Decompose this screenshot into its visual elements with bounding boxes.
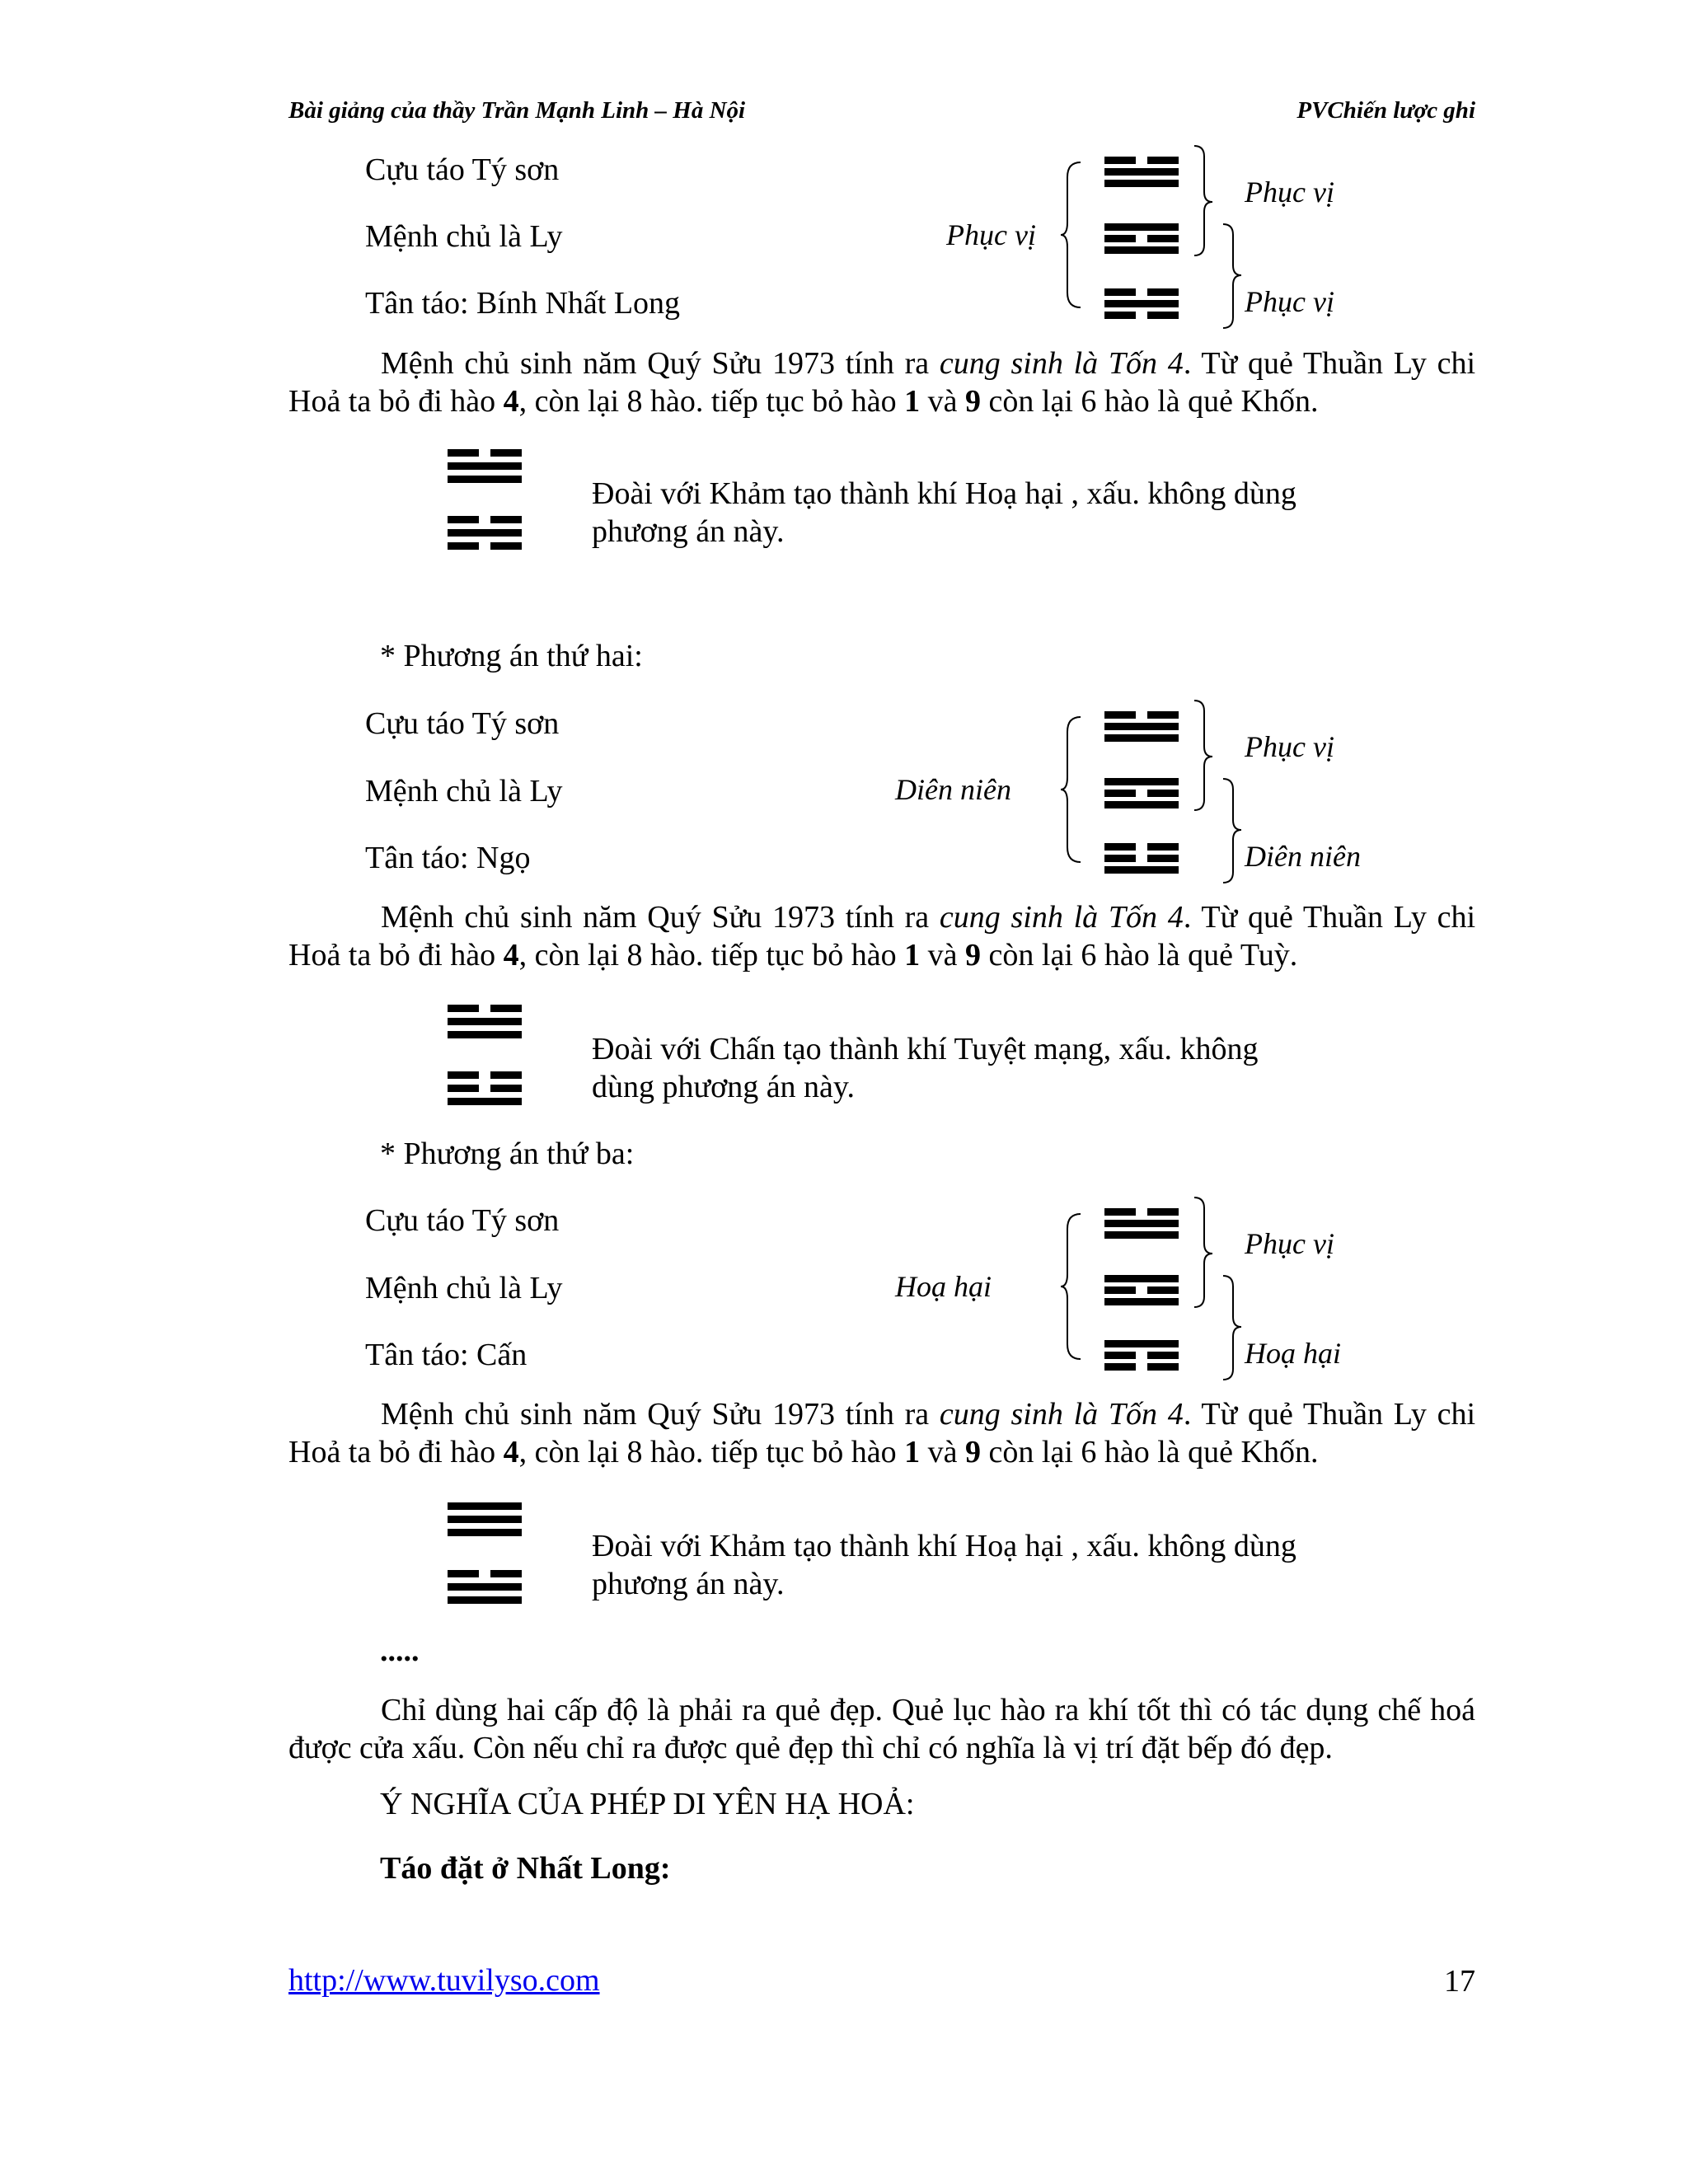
- right-brace-bottom: [1220, 777, 1245, 884]
- note-1-line-2: phương án này.: [592, 514, 785, 549]
- line-menh-chu: Mệnh chủ là Ly: [365, 1271, 563, 1305]
- section-2-heading: * Phương án thứ hai:: [380, 639, 643, 673]
- right-label-bottom: Hoạ hại: [1245, 1337, 1341, 1370]
- left-label: Phục vị: [946, 218, 1036, 251]
- right-brace-bottom: [1220, 1274, 1245, 1381]
- right-label-top: Phục vị: [1245, 1227, 1334, 1260]
- left-brace: [1059, 161, 1084, 309]
- note-1-line-1: Đoài với Khảm tạo thành khí Hoạ hại , xấu. không dùng: [592, 476, 1296, 511]
- left-brace: [1059, 1212, 1084, 1361]
- left-label: Diên niên: [895, 773, 1011, 806]
- left-brace: [1059, 715, 1084, 864]
- right-label-bottom: Phục vị: [1245, 285, 1334, 318]
- right-brace-top: [1191, 144, 1216, 260]
- closing-paragraph: Chỉ dùng hai cấp độ là phải ra quẻ đẹp. Quẻ lục hào ra khí tốt thì có tác dụng chế hoá được cửa xấu. Còn nếu chỉ ra được quẻ đẹp thì chỉ có nghĩa là vị trí đặt bếp đó đẹp.: [288, 1693, 1475, 1765]
- note-3-line-1: Đoài với Khảm tạo thành khí Hoạ hại , xấu. không dùng: [592, 1529, 1296, 1563]
- note-2-line-1: Đoài với Chấn tạo thành khí Tuyệt mạng, xấu. không: [592, 1032, 1259, 1066]
- paragraph-2: Mệnh chủ sinh năm Quý Sửu 1973 tính ra cung sinh là Tốn 4. Từ quẻ Thuần Ly chi Hoả ta bỏ đi hào 4, còn lại 8 hào. tiếp tục bỏ hào 1 và 9 còn lại 6 hào là quẻ Tuỳ.: [288, 900, 1475, 972]
- line-tan-tao: Tân táo: Ngọ: [365, 841, 531, 875]
- note-2-line-2: dùng phương án này.: [592, 1070, 855, 1104]
- nhat-long-heading: Táo đặt ở Nhất Long:: [380, 1851, 671, 1886]
- right-brace-top: [1191, 1196, 1216, 1311]
- right-brace-bottom: [1220, 223, 1245, 330]
- footer-link[interactable]: http://www.tuvilyso.com: [288, 1963, 600, 1998]
- line-menh-chu: Mệnh chủ là Ly: [365, 219, 563, 254]
- paragraph-3: Mệnh chủ sinh năm Quý Sửu 1973 tính ra cung sinh là Tốn 4. Từ quẻ Thuần Ly chi Hoả ta bỏ đi hào 4, còn lại 8 hào. tiếp tục bỏ hào 1 và 9 còn lại 6 hào là quẻ Khốn.: [288, 1397, 1475, 1469]
- line-cuu-tao: Cựu táo Tý sơn: [365, 706, 560, 741]
- header-left: Bài giảng của thầy Trần Mạnh Linh – Hà Nội: [288, 97, 746, 124]
- line-tan-tao: Tân táo: Cấn: [365, 1338, 528, 1372]
- header-right: PVChiến lược ghi: [1296, 97, 1475, 124]
- line-menh-chu: Mệnh chủ là Ly: [365, 774, 563, 808]
- meaning-heading: Ý NGHĨA CỦA PHÉP DI YÊN HẠ HOẢ:: [380, 1787, 915, 1821]
- page-number: 17: [1444, 1964, 1475, 1999]
- line-cuu-tao: Cựu táo Tý sơn: [365, 1203, 560, 1238]
- paragraph-1: Mệnh chủ sinh năm Quý Sửu 1973 tính ra cung sinh là Tốn 4. Từ quẻ Thuần Ly chi Hoả ta bỏ đi hào 4, còn lại 8 hào. tiếp tục bỏ hào 1 và 9 còn lại 6 hào là quẻ Khốn.: [288, 346, 1475, 419]
- note-3-line-2: phương án này.: [592, 1567, 785, 1601]
- right-label-bottom: Diên niên: [1245, 840, 1361, 873]
- line-tan-tao: Tân táo: Bính Nhất Long: [365, 286, 681, 321]
- right-label-top: Phục vị: [1245, 176, 1334, 209]
- ellipsis: .....: [380, 1633, 420, 1668]
- right-label-top: Phục vị: [1245, 730, 1334, 763]
- right-brace-top: [1191, 699, 1216, 814]
- line-cuu-tao: Cựu táo Tý sơn: [365, 152, 560, 187]
- left-label: Hoạ hại: [895, 1270, 992, 1303]
- section-3-heading: * Phương án thứ ba:: [380, 1137, 635, 1171]
